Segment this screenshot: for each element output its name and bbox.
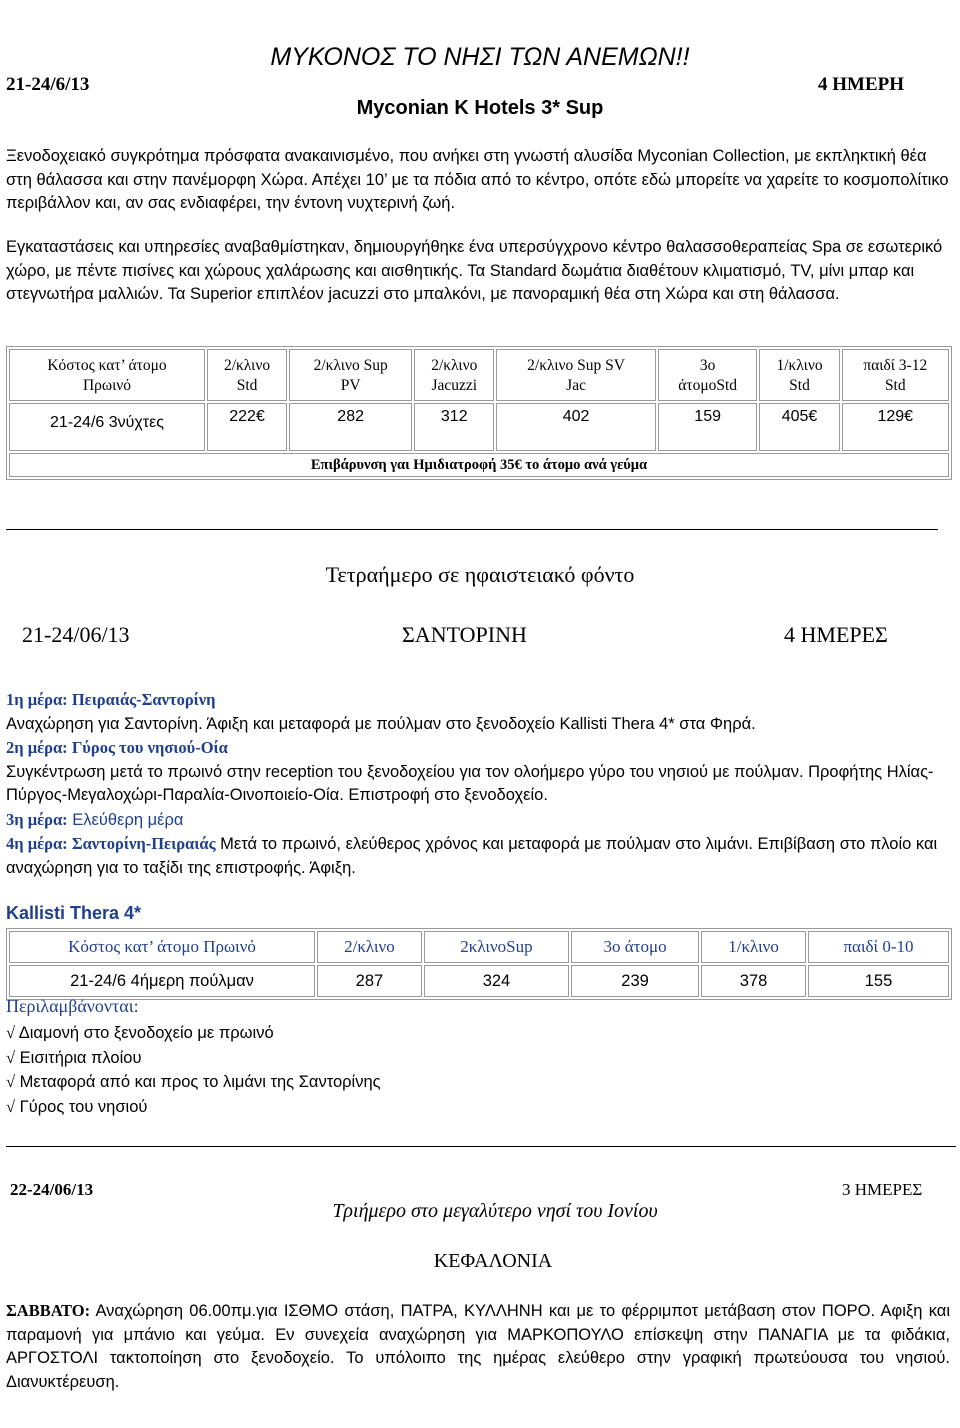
price-cell: 239	[571, 965, 699, 997]
mykonos-dates: 21-24/6/13	[6, 74, 90, 95]
price-cell: 312	[414, 403, 494, 451]
santorini-itinerary	[6, 688, 950, 880]
mykonos-facilities-description: Εγκαταστάσεις και υπηρεσίες αναβαθμίστηκαν, δημιουργήθηκε ένα υπερσύγχρονο κέντρο θαλασσοθεραπείας Spa σε εσωτερικό χώρο, με πέντε πισίνες και χώρους χαλάρωσης και αισθητικής. Τα Standard δωμάτια διαθέτουν κλιματισμό, TV, μίνι μπαρ και στεγνωτήρα μαλλιών. Τα Superior επιπλέον jacuzzi στο μπαλκόνι, με πανοραμική θέα στη Χώρα και στη θάλασσα.	[6, 238, 943, 303]
santorini-dates: 21-24/06/13	[22, 622, 130, 647]
price-cell: 324	[424, 965, 569, 997]
includes-item: √ Γύρος του νησιού	[6, 1097, 148, 1117]
price-cell: 222€	[207, 403, 287, 451]
kefalonia-place: ΚΕΦΑΛΟΝΙΑ	[433, 1250, 553, 1272]
price-cell: 155	[808, 965, 949, 997]
itinerary-day-2-text: Συγκέντρωση μετά το πρωινό στην reception του ξενοδοχείου για τον ολοήμερο γύρο του νησιού με πούλμαν. Προφήτης Ηλίας-Πύργος-Μεγαλοχώρι-Παραλία-Οινοποιείο-Οία. Επιστροφή στο ξενοδοχείο.	[6, 762, 934, 804]
price-cell: 405€	[759, 403, 839, 451]
itinerary-day-3: 3η μέρα: Ελεύθερη μέρα	[6, 809, 184, 829]
price-row-label: 21-24/6 3νύχτες	[9, 403, 205, 451]
price-header-single: 1/κλινο Std	[759, 349, 839, 401]
divider	[6, 1146, 956, 1147]
santorini-header-child: παιδί 0-10	[808, 931, 949, 963]
santorini-subtitle: Τετραήμερο σε ηφαιστειακό φόντο	[325, 562, 635, 587]
santorini-header-double: 2/κλινο	[317, 931, 422, 963]
price-cell: 129€	[842, 403, 949, 451]
santorini-header-third: 3ο άτομο	[571, 931, 699, 963]
price-header-double-jacuzzi: 2/κλινο Jacuzzi	[414, 349, 494, 401]
includes-item: √ Εισιτήρια πλοίου	[6, 1047, 142, 1067]
price-cell: 378	[701, 965, 806, 997]
price-cell: 402	[496, 403, 656, 451]
divider	[6, 529, 938, 530]
kefalonia-subtitle: Τριήμερο στο μεγαλύτερο νησί του Ιονίου	[332, 1200, 658, 1222]
itinerary-day-4: 4η μέρα: Σαντορίνη-Πειραιάς Μετά το πρωινό, ελεύθερος χρόνος και μεταφορά με πούλμαν στο λιμάνι. Επιβίβαση στο πλοίο και αναχώρηση για το ταξίδι της επιστροφής. Άφιξη.	[6, 834, 938, 877]
price-header-double-sup-pv: 2/κλινο Sup PV	[289, 349, 412, 401]
price-header-third-person: 3ο άτομοStd	[658, 349, 758, 401]
price-table-corner: Κόστος κατ’ άτομο Πρωινό	[9, 349, 205, 401]
kefalonia-day-description: ΣΑΒΒΑΤΟ: Αναχώρηση 06.00πμ.για ΙΣΘΜΟ στάση, ΠΑΤΡΑ, ΚΥΛΛΗΝΗ και με το φέρριμποτ μετάβαση στον ΠΟΡΟ. Αφιξη και παραμονή για μπάνιο και γεύμα. Εν συνεχεία αναχώρηση για ΜΑΡΚΟΠΟΥΛΟ επίσκεψη στην ΠΑΝΑΓΙΑ με τα φιδάκια, ΑΡΓΟΣΤΟΛΙ τακτοποίηση στο ξενοδοχείο. Το υπόλοιπο της ημέρας ελεύθερο στην γραφική πρωτεύουσα του νησιού. Διανυκτέρευση.	[6, 1301, 950, 1391]
itinerary-day-2: 2η μέρα: Γύρος του νησιού-Οία	[6, 738, 228, 757]
santorini-hotel: Kallisti Thera 4*	[6, 903, 142, 923]
mykonos-hotel-description: Ξενοδοχειακό συγκρότημα πρόσφατα ανακαινισμένο, που ανήκει στη γνωστή αλυσίδα Myconian Collection, με εκπληκτική θέα στη θάλασσα και στην πανέμορφη Χώρα. Απέχει 10’ με τα πόδια από το κέντρο, οπότε εδώ μπορείτε να χαρείτε το κοσμοπολίτικο περιβάλλον και, αν σας ενδιαφέρει, την έντονη νυχτερινή ζωή.	[6, 147, 949, 212]
mykonos-price-table	[6, 346, 952, 480]
check-icon: √	[6, 1097, 16, 1117]
santorini-price-table	[6, 928, 952, 1000]
santorini-duration: 4 ΗΜΕΡΕΣ	[784, 622, 888, 647]
price-header-double-std: 2/κλινο Std	[207, 349, 287, 401]
kefalonia-duration: 3 ΗΜΕΡΕΣ	[842, 1180, 923, 1199]
check-icon: √	[6, 1047, 16, 1067]
santorini-header-cost: Κόστος κατ’ άτομο Πρωινό	[9, 931, 315, 963]
kefalonia-dates: 22-24/06/13	[10, 1180, 94, 1199]
price-cell: 282	[289, 403, 412, 451]
includes-title: Περιλαμβάνονται:	[6, 996, 139, 1016]
mykonos-duration: 4 ΗΜΕΡΗ	[818, 74, 905, 95]
santorini-place: ΣΑΝΤΟΡΙΝΗ	[402, 622, 527, 647]
includes-item: √ Μεταφορά από και προς το λιμάνι της Σαντορίνης	[6, 1072, 381, 1092]
half-board-surcharge: Επιβάρυνση γαι Ημιδιατροφή 35€ το άτομο ανά γεύμα	[9, 453, 949, 477]
price-cell: 159	[658, 403, 758, 451]
check-icon: √	[6, 1023, 16, 1042]
includes-item: √ Διαμονή στο ξενοδοχείο με πρωινό	[6, 1023, 274, 1042]
price-cell: 287	[317, 965, 422, 997]
price-header-double-sup-sv-jac: 2/κλινο Sup SV Jac	[496, 349, 656, 401]
santorini-row-label: 21-24/6 4ήμερη πούλμαν	[9, 965, 315, 997]
check-icon: √	[6, 1072, 16, 1092]
price-header-child: παιδί 3-12 Std	[842, 349, 949, 401]
mykonos-hotel: Myconian K Hotels 3* Sup	[356, 97, 604, 119]
santorini-header-double-sup: 2κλινοSup	[424, 931, 569, 963]
santorini-header-single: 1/κλινο	[701, 931, 806, 963]
itinerary-day-1-text: Αναχώρηση για Σαντορίνη. Άφιξη και μεταφορά με πούλμαν στο ξενοδοχείο Kallisti Thera 4* στα Φηρά.	[6, 714, 756, 733]
itinerary-day-1: 1η μέρα: Πειραιάς-Σαντορίνη	[6, 690, 216, 709]
includes-list	[6, 1021, 381, 1120]
mykonos-title: ΜΥΚΟΝΟΣ ΤΟ ΝΗΣΙ ΤΩΝ ΑΝΕΜΩΝ!!	[270, 43, 690, 71]
